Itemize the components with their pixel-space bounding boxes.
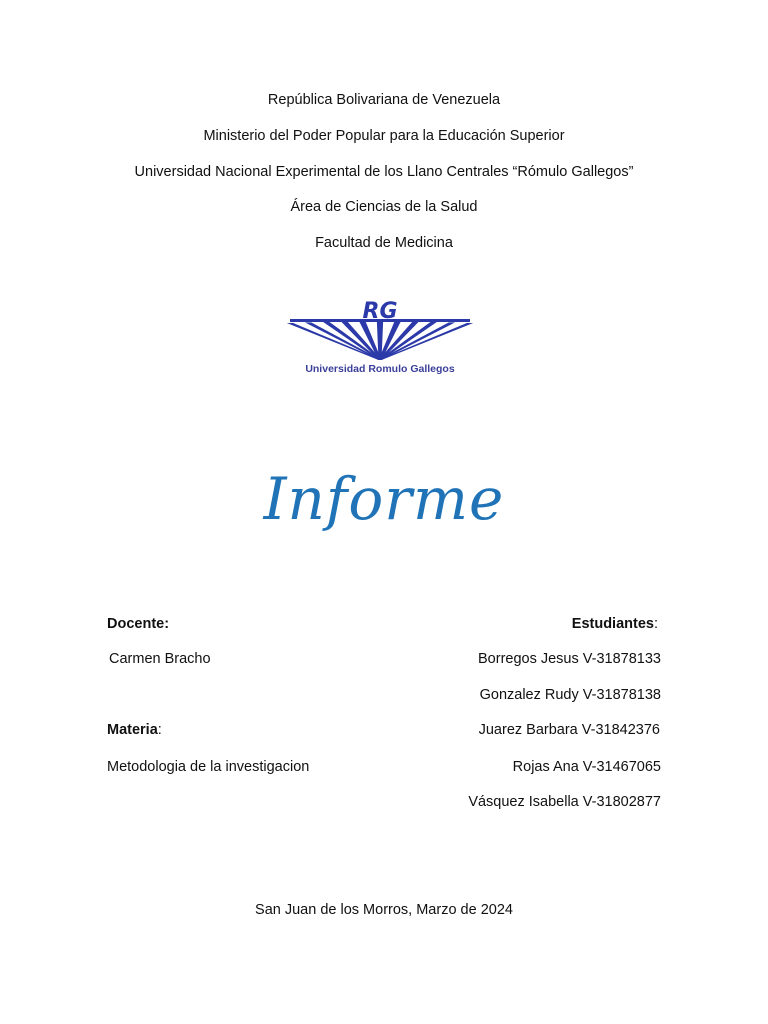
report-title: Informe: [263, 465, 505, 533]
logo-ray: [379, 321, 420, 360]
docente-label: Docente:: [107, 616, 170, 632]
student-item: Rojas Ana V-31467065: [512, 759, 661, 775]
header-republic: República Bolivariana de Venezuela: [267, 92, 501, 108]
student-item: Borregos Jesus V-31878133: [478, 651, 661, 667]
student-item: Vásquez Isabella V-31802877: [468, 794, 661, 810]
header-area: Área de Ciencias de la Salud: [290, 199, 478, 215]
materia-heading: [107, 721, 162, 739]
materia-value: Metodologia de la investigacion: [107, 759, 310, 775]
logo-caption: Universidad Romulo Gallegos: [305, 363, 455, 375]
header-ministry: Ministerio del Poder Popular para la Educación Superior: [203, 128, 565, 144]
university-logo: [284, 294, 476, 380]
materia-colon: :: [157, 722, 162, 738]
student-item: Juarez Barbara V-31842376: [478, 722, 660, 738]
docente-name: Carmen Bracho: [109, 651, 211, 667]
header-university: Universidad Nacional Experimental de los Llano Centrales “Rómulo Gallegos”: [134, 164, 634, 180]
estudiantes-heading: [572, 615, 658, 633]
estudiantes-label: Estudiantes: [571, 616, 654, 632]
logo-rays: [287, 319, 473, 360]
header-faculty: Facultad de Medicina: [315, 235, 453, 251]
place-date: San Juan de los Morros, Marzo de 2024: [255, 902, 513, 918]
student-item: Gonzalez Rudy V-31878138: [479, 687, 661, 703]
logo-ray: [341, 321, 382, 360]
estudiantes-colon: :: [653, 616, 658, 632]
materia-label: Materia: [107, 722, 158, 738]
logo-monogram: RG: [362, 299, 398, 324]
